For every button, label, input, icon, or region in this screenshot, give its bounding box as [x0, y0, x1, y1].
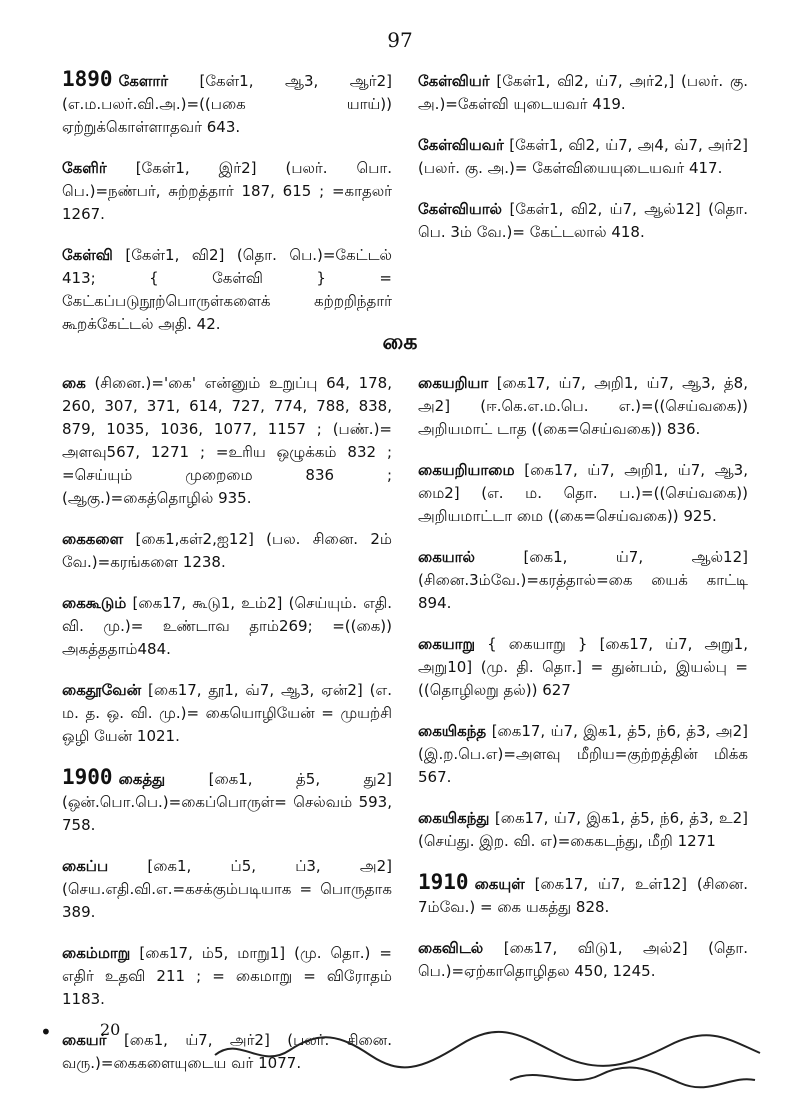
dictionary-entry [62, 244, 392, 336]
dictionary-entry [62, 592, 392, 661]
dictionary-entry [418, 937, 748, 983]
dictionary-entry [62, 942, 392, 1011]
entry-headword: கேள்வி [62, 246, 113, 264]
dictionary-entry [62, 855, 392, 924]
entry-number: 1910 [418, 870, 469, 894]
entry-headword: கேள்வியால் [418, 200, 502, 218]
entry-body: [கை17, விடு1, அல்2] (தொ. பெ.)=ஏற்காதொழிதல 450, 1245. [418, 939, 748, 980]
entry-headword: கைதூவேன் [62, 681, 142, 699]
dictionary-entry [418, 807, 748, 853]
entry-headword: கைவிடல் [418, 939, 484, 957]
entry-headword: கையறியா [418, 374, 489, 392]
entry-body: [கை1, ய்7, அர்2] (பலர். சினை. வரு.)=கைகளையுடைய வர் 1077. [62, 1031, 392, 1072]
dictionary-entry [62, 372, 392, 510]
entry-body: [கேள்1, வி2, ய்7, அ4, வ்7, அர்2] (பலர். கு. அ.)= கேள்வியையுடையவர் 417. [418, 136, 748, 177]
entry-body: [கேள்1, வி2, ய்7, அர்2,] (பலர். கு. அ.)=கேள்வி யுடையவர் 419. [418, 72, 748, 113]
entry-body: [கை17, கூடு1, உம்2] (செய்யும். எதி. வி. மு.)= உண்டாவ தாம்269; =((கை)) அகத்ததாம்484. [62, 594, 392, 658]
entry-number: 1900 [62, 765, 113, 789]
dictionary-entry [62, 68, 392, 139]
entry-body: [கேள்1, வி2] (தொ. பெ.)=கேட்டல் 413; { கேள்வி } = கேட்கப்படுநூற்பொருள்களைக் கற்றறிந்தார் கூறக்கேட்டல் அதி. 42. [62, 246, 392, 333]
entry-headword: கேள்வியர் [418, 72, 490, 90]
dictionary-entry [418, 134, 748, 180]
entry-headword: கைத்து [118, 770, 166, 788]
column-right-bottom [418, 372, 748, 1001]
entry-body: [கை1,கள்2,ஐ12] (பல. சினை. 2ம் வே.)=கரங்களை 1238. [62, 530, 392, 571]
entry-headword: கையிகந்த [418, 722, 487, 740]
footer-number: 20 [100, 1020, 121, 1039]
entry-body: [கை1, ய்7, ஆல்12] (சினை.3ம்வே.)=கரத்தால்=கை யைக் காட்டி 894. [418, 548, 748, 612]
entry-headword: கையிகந்து [418, 809, 490, 827]
entry-headword: கையுள் [474, 875, 525, 893]
entry-body: [கை17, தூ1, வ்7, ஆ3, ஏன்2] (எ. ம. த. ஒ. வி. மு.)= கையொழியேன் = முயற்சி ஒழி யேன் 1021. [62, 681, 392, 745]
entry-body: { கையாறு } [கை17, ய்7, அறு1, அறு10] (மு. தி. தொ.] = துன்பம், இயல்பு =((தொழிலறு தல்)) 627 [418, 635, 748, 699]
section-title: கை [382, 330, 418, 355]
entry-headword: கேள்வியவர் [418, 136, 504, 154]
entry-body: [கேள்1, இர்2] (பலர். பொ. பெ.)=நண்பர், சுற்றத்தார் 187, 615 ; =காதலர் 1267. [62, 159, 392, 223]
page-number: 97 [387, 28, 413, 52]
entry-headword: கைப்ப [62, 857, 109, 875]
entry-body: [கை17, ய்7, அறி1, ய்7, ஆ3, த்8, அ2] (ஈ.கெ.எ.ம.பெ. எ.)=((செய்வகை)) அறியமாட் டாத ((கை=செய்வகை)) 836. [418, 374, 748, 438]
entry-body: [கை17, ய்7, உள்12] (சினை. 7ம்வே.) = கை யகத்து 828. [418, 875, 748, 916]
margin-dot: • [40, 1020, 52, 1044]
handwritten-note [210, 1025, 770, 1099]
dictionary-entry [418, 459, 748, 528]
entry-number: 1890 [62, 67, 113, 91]
entry-headword: கையாறு [418, 635, 476, 653]
entry-headword: கைம்மாறு [62, 944, 131, 962]
dictionary-entry [62, 766, 392, 837]
dictionary-entry [62, 157, 392, 226]
entry-headword: கேளிர் [62, 159, 107, 177]
entry-headword: கையர் [62, 1031, 107, 1049]
dictionary-entry [418, 546, 748, 615]
dictionary-entry [62, 679, 392, 748]
entry-body: [கை17, ய்7, இக1, த்5, ந்6, த்3, உ2] (செய்து. இற. வி. எ)=கைகடந்து, மீறி 1271 [418, 809, 748, 850]
entry-body: [கை17, ய்7, இக1, த்5, ந்6, த்3, அ2] (இ.ற.பெ.எ)=அளவு மீறிய=குற்றத்தின் மிக்க 567. [418, 722, 748, 786]
dictionary-entry [62, 528, 392, 574]
dictionary-entry [418, 871, 748, 919]
entry-headword: கை [62, 374, 86, 392]
dictionary-entry [418, 720, 748, 789]
entry-body: [கை17, ய்7, அறி1, ய்7, ஆ3, மை2] (எ. ம. தொ. ப.)=((செய்வகை)) அறியமாட்டா மை ((கை=செய்வகை)) 925. [418, 461, 748, 525]
entry-headword: கேளார் [118, 72, 169, 90]
column-left-bottom [62, 372, 392, 1093]
entry-body: (சினை.)='கை' என்னும் உறுப்பு 64, 178, 260, 307, 371, 614, 727, 774, 788, 838, 879, 1035, 1036, 1077, 1157 ; (பண்.)= அளவு567, 1271 ; =உரிய ஒழுக்கம் 832 ; =செய்யும் முறைமை 836 ; (ஆகு.)=கைத்தொழில் 935. [62, 374, 392, 507]
entry-body: [கை1, த்5, து2] (ஒன்.பொ.பெ.)=கைப்பொருள்= செல்வம் 593, 758. [62, 770, 392, 834]
dictionary-entry [418, 198, 748, 244]
entry-headword: கைகூடும் [62, 594, 127, 612]
entry-body: [கை17, ம்5, மாறு1] (மு. தொ.) = எதிர் உதவி 211 ; = கைமாறு = விரோதம் 1183. [62, 944, 392, 1008]
entry-headword: கையால் [418, 548, 475, 566]
column-left-top [62, 68, 392, 354]
dictionary-entry [418, 70, 748, 116]
dictionary-entry [418, 633, 748, 702]
entry-headword: கைகளை [62, 530, 124, 548]
entry-body: [கை1, ப்5, ப்3, அ2] (செய.எதி.வி.எ.=கசக்கும்படியாக = பொருதாக 389. [62, 857, 392, 921]
entry-body: [கேள்1, வி2, ய்7, ஆல்12] (தொ. பெ. 3ம் வே.)= கேட்டலால் 418. [418, 200, 748, 241]
entry-headword: கையறியாமை [418, 461, 515, 479]
entry-body: [கேள்1, ஆ3, ஆர்2] (எ.ம.பலர்.வி.அ.)=((பகை யாய்)) ஏற்றுக்கொள்ளாதவர் 643. [62, 72, 392, 136]
dictionary-entry [418, 372, 748, 441]
handwriting-scribble [210, 1025, 770, 1095]
column-right-top [418, 70, 748, 262]
